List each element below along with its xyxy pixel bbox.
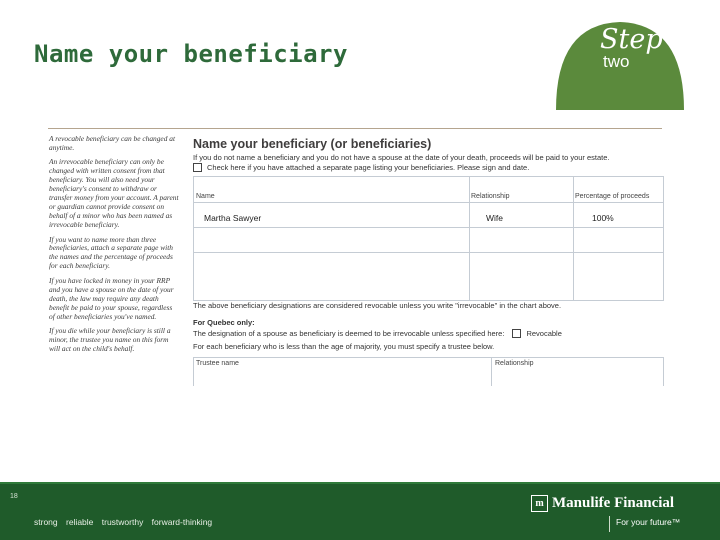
badge-step-text: Step <box>600 24 663 55</box>
quebec-heading: For Quebec only: <box>193 318 255 327</box>
page-number: 18 <box>10 493 18 500</box>
manulife-logo-icon: m <box>531 495 548 512</box>
footer-divider <box>609 516 610 532</box>
side-note: If you want to name more than three beneficiaries, attach a separate page with the names and the percentage of proceeds for each beneficiary. <box>49 234 173 271</box>
attach-page-checkbox[interactable] <box>193 163 202 172</box>
brand-name: Manulife Financial <box>552 495 675 511</box>
badge-number-text: two <box>603 52 630 71</box>
form-instruction: If you do not name a beneficiary and you do not have a spouse at the date of your death, proceeds will be paid to your estate. <box>193 153 610 162</box>
attach-page-row <box>193 163 529 172</box>
form-title: Name your beneficiary (or beneficiaries) <box>193 137 432 151</box>
beneficiary-percentage-cell[interactable]: 100% <box>592 213 614 223</box>
beneficiary-name-cell[interactable]: Martha Sawyer <box>204 213 262 223</box>
form-top-rule <box>48 128 662 129</box>
column-header-relationship: Relationship <box>471 193 510 200</box>
revocable-label: Revocable <box>526 329 562 338</box>
revocable-note: The above beneficiary designations are considered revocable unless you write "irrevocable" in the chart above. <box>193 301 562 310</box>
attach-page-label: Check here if you have attached a separate page listing your beneficiaries. Please sign and date. <box>207 163 530 172</box>
brand-slogan: For your future™ <box>616 517 681 527</box>
beneficiary-table <box>193 176 664 301</box>
trustee-name-header: Trustee name <box>196 360 239 367</box>
trustee-table <box>193 357 664 386</box>
quebec-minor-text: For each beneficiary who is less than the age of majority, you must specify a trustee below. <box>193 342 495 351</box>
side-note: An irrevocable beneficiary can only be changed with written consent from that beneficiary. You will also need your beneficiary's consent to withdraw or transfer money from your account. A parent or guardian cannot provide consent on behalf of a minor who has been named as irrevocable beneficiary. <box>49 157 179 230</box>
quebec-spouse-row <box>193 329 562 338</box>
footer-tagline: strong reliable trustworthy forward-thinking <box>34 517 213 527</box>
column-header-name: Name <box>196 193 215 200</box>
manulife-logo <box>531 495 674 512</box>
quebec-spouse-text: The designation of a spouse as beneficiary is deemed to be irrevocable unless specified here: <box>193 329 505 338</box>
slide-title: Name your beneficiary <box>34 40 348 68</box>
column-header-percentage: Percentage of proceeds <box>575 193 650 200</box>
revocable-checkbox[interactable] <box>512 329 521 338</box>
beneficiary-relationship-cell[interactable]: Wife <box>486 213 503 223</box>
side-notes <box>49 135 179 359</box>
side-note: A revocable beneficiary can be changed at anytime. <box>49 134 176 152</box>
side-note: If you die while your beneficiary is still a minor, the trustee you name on this form will act on the child's behalf. <box>49 326 171 354</box>
trustee-relationship-header: Relationship <box>495 360 534 367</box>
side-note: If you have locked in money in your RRP and you have a spouse on the date of your death, the law may require any death benefit be paid to your spouse, regardless of other beneficiaries you've named. <box>49 275 174 321</box>
footer-bar <box>0 482 720 540</box>
